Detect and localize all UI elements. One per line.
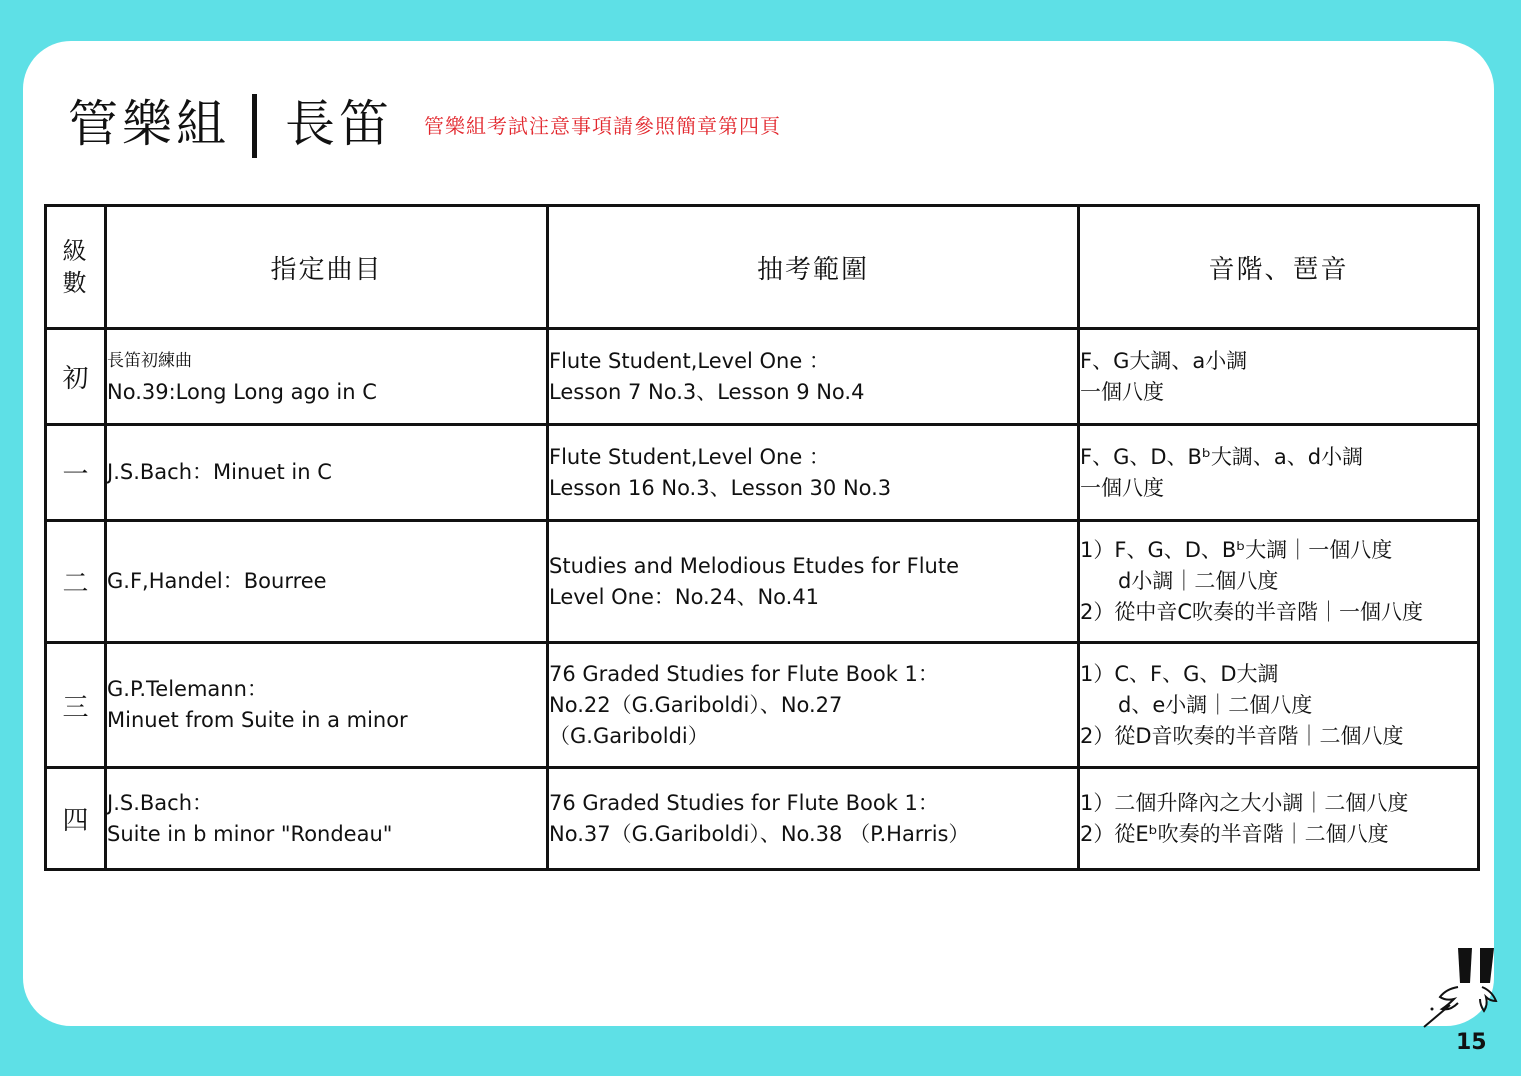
piece-line: 長笛初練曲 [107, 350, 192, 371]
pieces-cell [106, 643, 548, 768]
table-header-row [46, 206, 1479, 329]
exam-note: 管樂組考試注意事項請參照簡章第四頁 [424, 114, 781, 138]
header-pieces: 指定曲目 [106, 206, 548, 329]
range-line: No.37（G.Gariboldi）、No.38 （P.Harris） [549, 821, 970, 846]
table-row [46, 425, 1479, 521]
range-line: No.22（G.Gariboldi）、No.27 [549, 692, 843, 717]
scale-line: 2）從Eᵇ吹奏的半音階｜二個八度 [1080, 821, 1389, 846]
range-cell [548, 329, 1079, 425]
range-cell [548, 521, 1079, 643]
scale-line: d、e小調｜二個八度 [1118, 692, 1313, 717]
scales-cell [1079, 425, 1479, 521]
range-line: Flute Student,Level One ： [549, 348, 830, 373]
level-cell: 初 [46, 329, 106, 425]
scale-line: 一個八度 [1080, 379, 1164, 404]
range-cell [548, 768, 1079, 870]
range-line: Flute Student,Level One ： [549, 444, 830, 469]
scale-line: d小調｜二個八度 [1118, 569, 1279, 593]
scale-line: F、G、D、Bᵇ大調、a、d小調 [1080, 444, 1364, 469]
level-cell: 三 [46, 643, 106, 768]
range-cell [548, 425, 1079, 521]
conductor-hands-icon [1418, 943, 1508, 1033]
range-line: （G.Gariboldi） [549, 723, 709, 748]
range-line: Level One：No.24、No.41 [549, 584, 820, 609]
page-number: 15 [1456, 1030, 1487, 1055]
scale-line: 一個八度 [1080, 475, 1164, 500]
level-cell: 一 [46, 425, 106, 521]
piece-line: Suite in b minor "Rondeau" [107, 821, 393, 846]
scale-line: F、G大調、a小調 [1080, 348, 1248, 373]
header-scales: 音階、琶音 [1079, 206, 1479, 329]
title-group: 管樂組 [68, 95, 230, 153]
scales-cell [1079, 643, 1479, 768]
level-cell: 四 [46, 768, 106, 870]
piece-line: J.S.Bach：Minuet in C [107, 460, 332, 484]
pieces-cell [106, 329, 548, 425]
range-line: Lesson 16 No.3、Lesson 30 No.3 [549, 475, 892, 500]
pieces-cell [106, 521, 548, 643]
header-level [46, 206, 106, 329]
piece-line: No.39:Long Long ago in C [107, 379, 377, 404]
table-row [46, 521, 1479, 643]
scale-line: 1）C、F、G、D大調 [1080, 661, 1279, 686]
title-instrument: 長笛 [285, 95, 393, 153]
scale-line: 1）二個升降內之大小調｜二個八度 [1080, 790, 1409, 815]
range-cell [548, 643, 1079, 768]
piece-line: G.P.Telemann： [107, 677, 268, 701]
piece-line: Minuet from Suite in a minor [107, 708, 408, 732]
repertoire-table [44, 204, 1480, 871]
scale-line: 1）F、G、D、Bᵇ大調｜一個八度 [1080, 538, 1393, 562]
range-line: 76 Graded Studies for Flute Book 1： [549, 790, 939, 815]
range-line: Lesson 7 No.3、Lesson 9 No.4 [549, 379, 865, 404]
table-row [46, 768, 1479, 870]
scales-cell [1079, 521, 1479, 643]
level-cell: 二 [46, 521, 106, 643]
page-title [68, 92, 393, 156]
range-line: Studies and Melodious Etudes for Flute [549, 553, 960, 578]
scales-cell [1079, 768, 1479, 870]
table-row [46, 643, 1479, 768]
scale-line: 2）從D音吹奏的半音階｜二個八度 [1080, 723, 1404, 748]
pieces-cell [106, 425, 548, 521]
header-level-label: 級 數 [62, 237, 89, 297]
piece-line: G.F,Handel：Bourree [107, 569, 327, 593]
scale-line: 2）從中音C吹奏的半音階｜一個八度 [1080, 600, 1424, 624]
range-line: 76 Graded Studies for Flute Book 1： [549, 661, 939, 686]
piece-line: J.S.Bach： [107, 790, 214, 815]
header-range: 抽考範圍 [548, 206, 1079, 329]
table-row [46, 329, 1479, 425]
pieces-cell [106, 768, 548, 870]
title-divider [252, 94, 257, 158]
scales-cell [1079, 329, 1479, 425]
